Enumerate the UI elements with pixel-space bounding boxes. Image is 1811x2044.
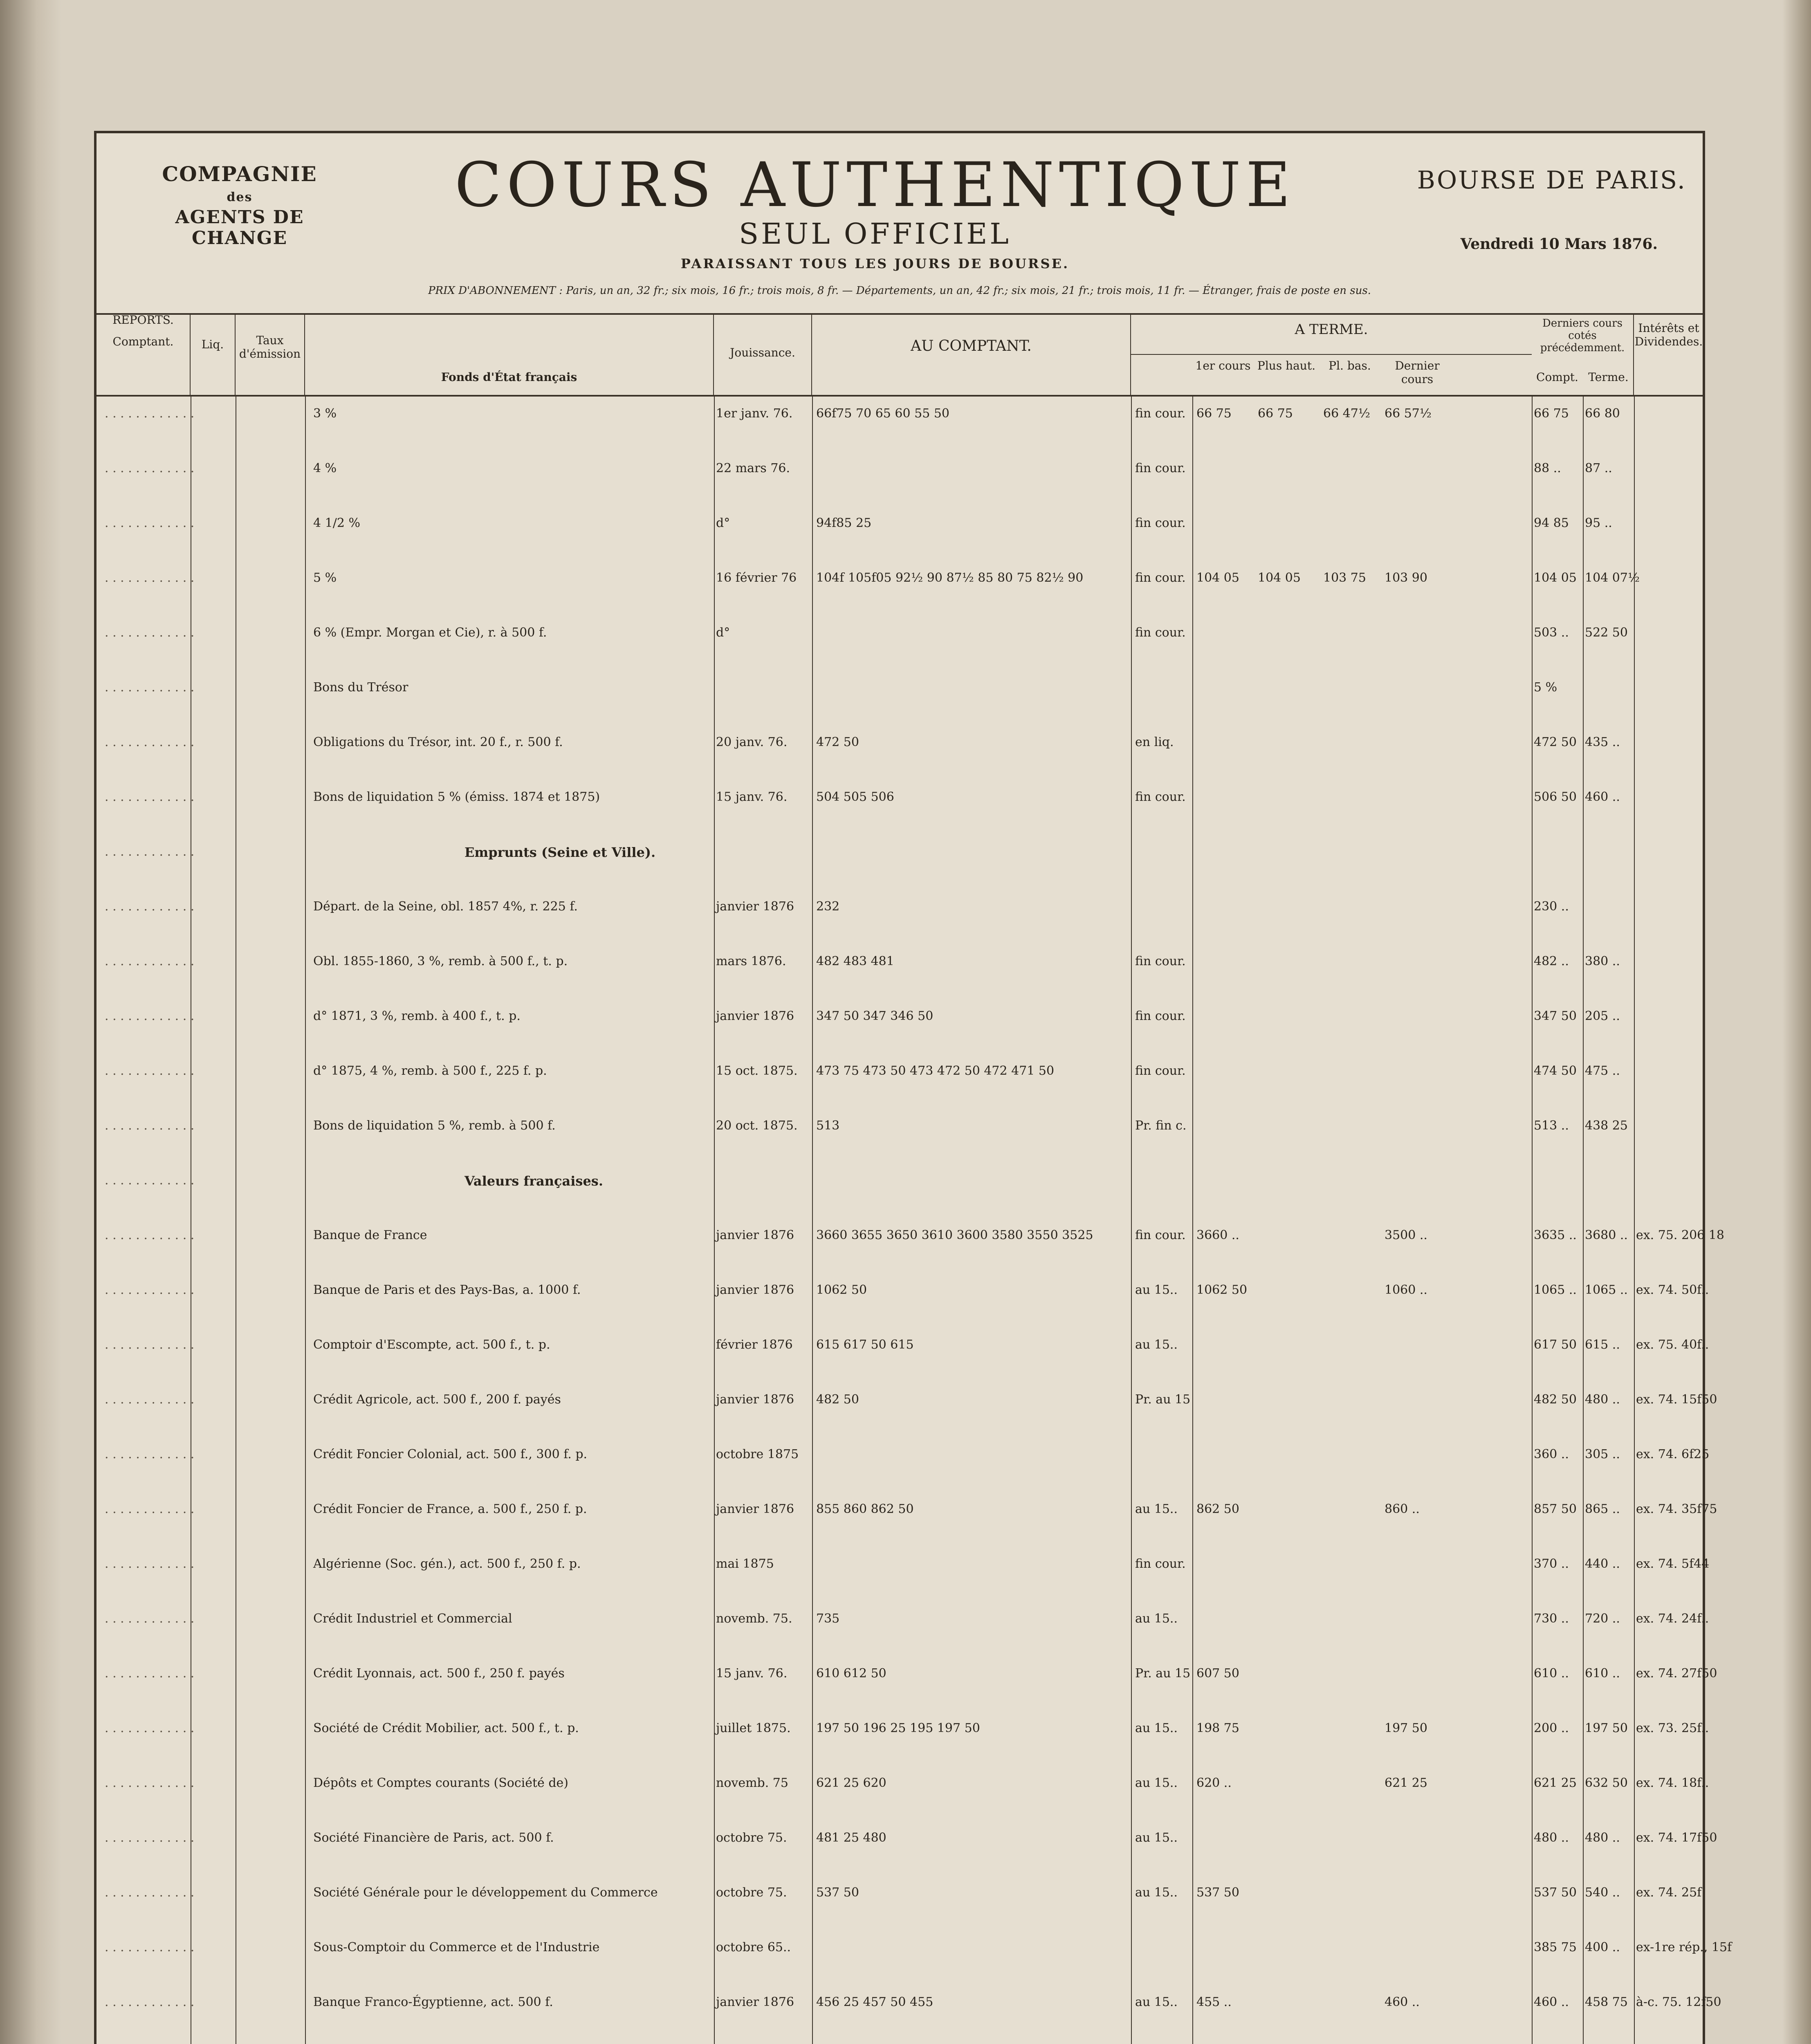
cell-compt: 5 % — [1534, 680, 1557, 695]
cell-terme: au 15.. — [1135, 1776, 1178, 1790]
cell-div: ex. 74. 24f.. — [1636, 1611, 1709, 1626]
report-dots: . . . . . . . . . . . . — [105, 1995, 195, 2009]
cell-term: 3680 .. — [1585, 1228, 1628, 1242]
cell-comptant: 197 50 196 25 195 197 50 — [816, 1721, 980, 1735]
terme-header — [1131, 313, 1532, 395]
report-dots: . . . . . . . . . . . . — [105, 1228, 195, 1242]
report-dots: . . . . . . . . . . . . — [105, 845, 195, 859]
cell-jouis: mai 1875 — [716, 1557, 774, 1571]
table-row — [96, 1992, 1721, 2013]
cell-jouis: janvier 1876 — [716, 1009, 794, 1023]
interets-label: Intérêts et Dividendes. — [1634, 321, 1703, 348]
cell-term: 435 .. — [1585, 735, 1620, 749]
reports-label: REPORTS. — [112, 313, 174, 327]
table-row — [96, 403, 1703, 424]
cell-dernier: 621 25 — [1385, 1776, 1427, 1790]
cell-jouis: 15 janv. 76. — [716, 1666, 788, 1681]
report-dots: . . . . . . . . . . . . — [105, 790, 195, 804]
cell-comptant: 473 75 473 50 473 472 50 472 471 50 — [816, 1064, 1055, 1078]
cell-jouis: 15 janv. 76. — [716, 790, 788, 804]
cell-label: Banque de Paris et des Pays-Bas, a. 1000 f. — [313, 1283, 581, 1297]
cell-term: 460 .. — [1585, 790, 1620, 804]
cell-label: Algérienne (Soc. gén.), act. 500 f., 250 f. p. — [313, 1557, 581, 1571]
jouissance-label: Jouissance. — [730, 346, 795, 359]
report-dots: . . . . . . . . . . . . — [105, 1173, 195, 1188]
cell-jouis: 20 oct. 1875. — [716, 1118, 798, 1133]
cell-jouis: d° — [716, 625, 730, 640]
cell-term: 305 .. — [1585, 1447, 1620, 1461]
cell-div: ex. 74. 18f.. — [1636, 1776, 1709, 1790]
table-row — [96, 1663, 1717, 1684]
table-row — [96, 1060, 1703, 1082]
table-row — [96, 1444, 1710, 1465]
cell-label: Départ. de la Seine, obl. 1857 4%, r. 225 f. — [313, 899, 578, 914]
cell-compt: 617 50 — [1534, 1338, 1577, 1352]
masthead — [96, 133, 1703, 315]
cell-div: ex. 74. 25f — [1636, 1885, 1702, 1900]
table-row — [96, 1937, 1732, 1958]
cell-terme: fin cour. — [1135, 1064, 1186, 1078]
comptant-header — [812, 313, 1131, 395]
cell-terme: en liq. — [1135, 735, 1174, 749]
cell-term: 615 .. — [1585, 1338, 1620, 1352]
report-dots: . . . . . . . . . . . . — [105, 1118, 195, 1133]
report-dots: . . . . . . . . . . . . — [105, 1009, 195, 1023]
cell-term: 480 .. — [1585, 1392, 1620, 1407]
cell-terme: fin cour. — [1135, 1009, 1186, 1023]
cell-dernier: 103 90 — [1385, 571, 1427, 585]
cell-div: ex-1re rép., 15f — [1636, 1940, 1732, 1954]
cell-label: Sous-Comptoir du Commerce et de l'Industrie — [313, 1940, 600, 1954]
cell-label: Société Financière de Paris, act. 500 f. — [313, 1831, 554, 1845]
premier-label: 1er cours — [1195, 359, 1251, 372]
cell-comptant: 537 50 — [816, 1885, 859, 1900]
report-dots: . . . . . . . . . . . . — [105, 1776, 195, 1790]
cell-jouis: janvier 1876 — [716, 1502, 794, 1516]
table-row — [96, 1334, 1709, 1356]
au-comptant-label: AU COMPTANT. — [911, 338, 1032, 354]
cell-terme: au 15.. — [1135, 1995, 1178, 2009]
cell-jouis: novemb. 75 — [716, 1776, 788, 1790]
cell-premier: 1062 50 — [1196, 1283, 1248, 1297]
derniers-cours-label: Derniers cours cotés précédemment. — [1540, 317, 1625, 354]
table-row — [96, 1389, 1717, 1410]
company-line-2: des — [227, 190, 253, 204]
table-row — [96, 951, 1703, 972]
cell-terme: Pr. fin c. — [1135, 1118, 1187, 1133]
cell-label: Crédit Foncier Colonial, act. 500 f., 300 f. p. — [313, 1447, 588, 1461]
cell-compt: 480 .. — [1534, 1831, 1569, 1845]
page-subtitle: SEUL OFFICIEL — [739, 217, 1011, 251]
cell-compt: 66 75 — [1534, 406, 1569, 421]
cell-div: ex. 74. 17f50 — [1636, 1831, 1717, 1845]
cell-label: 4 % — [313, 461, 337, 475]
report-dots: . . . . . . . . . . . . — [105, 899, 195, 914]
cell-jouis: janvier 1876 — [716, 899, 794, 914]
report-dots: . . . . . . . . . . . . — [105, 954, 195, 968]
table-row — [96, 896, 1703, 917]
cell-terme: Pr. au 15 — [1135, 1392, 1191, 1407]
compt-label: Compt. — [1536, 370, 1578, 384]
cell-term: 95 .. — [1585, 516, 1612, 530]
cell-comptant: 610 612 50 — [816, 1666, 886, 1681]
cell-terme: fin cour. — [1135, 625, 1186, 640]
cell-jouis: octobre 75. — [716, 1831, 787, 1845]
cell-bas: 103 75 — [1323, 571, 1366, 585]
cell-term: 205 .. — [1585, 1009, 1620, 1023]
liq-header — [191, 313, 236, 395]
cell-premier: 198 75 — [1196, 1721, 1239, 1735]
cell-compt: 347 50 — [1534, 1009, 1577, 1023]
cell-compt: 537 50 — [1534, 1885, 1577, 1900]
cell-terme: fin cour. — [1135, 406, 1186, 421]
report-dots: . . . . . . . . . . . . — [105, 1502, 195, 1516]
cell-comptant: 735 — [816, 1611, 840, 1626]
cell-haut: 104 05 — [1258, 571, 1301, 585]
cell-comptant: 232 — [816, 899, 840, 914]
cell-jouis: 20 janv. 76. — [716, 735, 788, 749]
cell-term: 475 .. — [1585, 1064, 1620, 1078]
cell-term: 400 .. — [1585, 1940, 1620, 1954]
report-dots: . . . . . . . . . . . . — [105, 406, 195, 421]
cell-terme: au 15.. — [1135, 1502, 1178, 1516]
table-row — [96, 1006, 1703, 1027]
report-dots: . . . . . . . . . . . . — [105, 1338, 195, 1352]
cell-terme: au 15.. — [1135, 1611, 1178, 1626]
cell-compt: 513 .. — [1534, 1118, 1569, 1133]
cell-term: 197 50 — [1585, 1721, 1628, 1735]
table-row — [96, 1718, 1709, 1739]
table-row — [96, 1553, 1710, 1575]
cell-compt: 3635 .. — [1534, 1228, 1577, 1242]
table-row — [96, 1882, 1703, 1903]
report-dots: . . . . . . . . . . . . — [105, 1283, 195, 1297]
report-dots: . . . . . . . . . . . . — [105, 571, 195, 585]
cell-compt: 94 85 — [1534, 516, 1569, 530]
cell-jouis: 16 février 76 — [716, 571, 797, 585]
cell-compt: 503 .. — [1534, 625, 1569, 640]
report-dots: . . . . . . . . . . . . — [105, 1885, 195, 1900]
cell-label: d° 1875, 4 %, remb. à 500 f., 225 f. p. — [313, 1064, 547, 1078]
cell-div: ex. 74. 6f25 — [1636, 1447, 1710, 1461]
jouissance-header — [714, 313, 812, 395]
cell-label: Obl. 1855-1860, 3 %, remb. à 500 f., t. p. — [313, 954, 568, 968]
cell-label: Comptoir d'Escompte, act. 500 f., t. p. — [313, 1338, 550, 1352]
plus-haut-label: Plus haut. — [1257, 359, 1315, 372]
cell-div: ex. 75. 40f.. — [1636, 1338, 1709, 1352]
report-dots: . . . . . . . . . . . . — [105, 680, 195, 695]
table-row — [96, 622, 1703, 643]
cell-terme: au 15.. — [1135, 1721, 1178, 1735]
precedent-header — [1532, 313, 1634, 395]
cell-label: Crédit Lyonnais, act. 500 f., 250 f. payés — [313, 1666, 565, 1681]
cell-compt: 1065 .. — [1534, 1283, 1577, 1297]
cell-label: 5 % — [313, 571, 337, 585]
report-dots: . . . . . . . . . . . . — [105, 1721, 195, 1735]
report-dots: . . . . . . . . . . . . — [105, 516, 195, 530]
table-row — [96, 1827, 1717, 1849]
cell-comptant: 482 483 481 — [816, 954, 894, 968]
cell-label: Crédit Agricole, act. 500 f., 200 f. payés — [313, 1392, 561, 1407]
table-row — [96, 513, 1703, 534]
cell-compt: 621 25 — [1534, 1776, 1577, 1790]
cell-compt: 506 50 — [1534, 790, 1577, 804]
report-dots: . . . . . . . . . . . . — [105, 625, 195, 640]
cell-comptant: 3660 3655 3650 3610 3600 3580 3550 3525 — [816, 1228, 1093, 1242]
cell-compt: 482 .. — [1534, 954, 1569, 968]
cell-label: Société Générale pour le développement du Commerce — [313, 1885, 658, 1900]
table-row — [96, 1773, 1709, 1794]
cell-label: Banque de France — [313, 1228, 427, 1242]
table-row — [96, 458, 1703, 479]
cell-term: 632 50 — [1585, 1776, 1628, 1790]
cell-premier: 537 50 — [1196, 1885, 1239, 1900]
cell-label: Bons de liquidation 5 % (émiss. 1874 et 1875) — [313, 790, 600, 804]
bulletin-sheet — [94, 131, 1732, 2044]
cell-terme: fin cour. — [1135, 461, 1186, 475]
cell-compt: 370 .. — [1534, 1557, 1569, 1571]
cell-jouis: janvier 1876 — [716, 1283, 794, 1297]
cell-jouis: 1er janv. 76. — [716, 406, 793, 421]
taux-label: Taux d'émission — [239, 334, 301, 361]
cell-label: 6 % (Empr. Morgan et Cie), r. à 500 f. — [313, 625, 547, 640]
table-row — [96, 1170, 1703, 1191]
cell-compt: 230 .. — [1534, 899, 1569, 914]
cell-term: 1065 .. — [1585, 1283, 1628, 1297]
cell-term: 104 07½ — [1585, 571, 1640, 585]
table-row — [96, 732, 1703, 753]
cell-terme: fin cour. — [1135, 516, 1186, 530]
cell-label: 4 1/2 % — [313, 516, 360, 530]
cell-jouis: novemb. 75. — [716, 1611, 792, 1626]
liq-label: Liq. — [201, 338, 224, 351]
cell-label: Bons de liquidation 5 %, remb. à 500 f. — [313, 1118, 556, 1133]
cell-compt: 88 .. — [1534, 461, 1561, 475]
cell-div: ex. 73. 25f.. — [1636, 1721, 1709, 1735]
cell-label: Banque Franco-Égyptienne, act. 500 f. — [313, 1995, 553, 2009]
cell-div: à-c. 75. 12f50 — [1636, 1995, 1721, 2009]
cell-comptant: 513 — [816, 1118, 840, 1133]
cell-label: Crédit Industriel et Commercial — [313, 1611, 512, 1626]
section-heading: Valeurs françaises. — [465, 1173, 603, 1189]
table-row — [96, 1608, 1709, 1629]
cell-haut: 66 75 — [1258, 406, 1293, 421]
interets-header — [1634, 313, 1703, 395]
comptant-label: Comptant. — [112, 335, 174, 348]
a-terme-label: A TERME. — [1295, 321, 1368, 338]
cell-comptant: 66f75 70 65 60 55 50 — [816, 406, 950, 421]
report-dots: . . . . . . . . . . . . — [105, 1392, 195, 1407]
cell-jouis: d° — [716, 516, 730, 530]
cell-premier: 607 50 — [1196, 1666, 1239, 1681]
cell-jouis: janvier 1876 — [716, 1228, 794, 1242]
cell-jouis: octobre 75. — [716, 1885, 787, 1900]
table-row — [96, 1280, 1709, 1301]
cell-label: Crédit Foncier de France, a. 500 f., 250 f. p. — [313, 1502, 587, 1516]
cell-comptant: 482 50 — [816, 1392, 859, 1407]
cell-comptant: 456 25 457 50 455 — [816, 1995, 934, 2009]
report-dots: . . . . . . . . . . . . — [105, 1611, 195, 1626]
cell-premier: 104 05 — [1196, 571, 1239, 585]
cell-label: Bons du Trésor — [313, 680, 408, 695]
table-row — [96, 1499, 1717, 1520]
section-heading: Emprunts (Seine et Ville). — [465, 845, 656, 860]
report-dots: . . . . . . . . . . . . — [105, 1064, 195, 1078]
fonds-label: Fonds d'État français — [441, 370, 577, 384]
column-headers — [96, 313, 1703, 397]
cell-premier: 620 .. — [1196, 1776, 1232, 1790]
company-block — [133, 162, 346, 249]
cell-comptant: 855 860 862 50 — [816, 1502, 914, 1516]
cell-term: 440 .. — [1585, 1557, 1620, 1571]
cell-term: 522 50 — [1585, 625, 1628, 640]
cell-comptant: 104f 105f05 92½ 90 87½ 85 80 75 82½ 90 — [816, 571, 1084, 585]
cell-dernier: 3500 .. — [1385, 1228, 1427, 1242]
cell-label: Société de Crédit Mobilier, act. 500 f., t. p. — [313, 1721, 579, 1735]
cell-comptant: 504 505 506 — [816, 790, 894, 804]
table-row — [96, 787, 1703, 808]
fonds-header — [305, 313, 714, 395]
cell-terme: fin cour. — [1135, 954, 1186, 968]
cell-jouis: février 1876 — [716, 1338, 793, 1352]
cell-compt: 460 .. — [1534, 1995, 1569, 2009]
cell-terme: fin cour. — [1135, 790, 1186, 804]
cell-term: 87 .. — [1585, 461, 1612, 475]
table-row — [96, 841, 1703, 863]
cell-div: ex. 74. 50f.. — [1636, 1283, 1709, 1297]
cell-div: ex. 74. 15f50 — [1636, 1392, 1717, 1407]
cell-compt: 472 50 — [1534, 735, 1577, 749]
cell-label: 3 % — [313, 406, 337, 421]
cell-premier: 862 50 — [1196, 1502, 1239, 1516]
cell-term: 540 .. — [1585, 1885, 1620, 1900]
cell-jouis: 22 mars 76. — [716, 461, 790, 475]
quotation-table — [96, 395, 1732, 2044]
cell-jouis: juillet 1875. — [716, 1721, 791, 1735]
page-edge — [1782, 0, 1811, 2044]
cell-jouis: octobre 1875 — [716, 1447, 799, 1461]
cell-compt: 730 .. — [1534, 1611, 1569, 1626]
cell-premier: 455 .. — [1196, 1995, 1232, 2009]
reports-header — [96, 313, 191, 395]
cell-term: 438 25 — [1585, 1118, 1628, 1133]
cell-terme: au 15.. — [1135, 1831, 1178, 1845]
cell-comptant: 481 25 480 — [816, 1831, 886, 1845]
cell-terme: fin cour. — [1135, 1228, 1186, 1242]
report-dots: . . . . . . . . . . . . — [105, 1831, 195, 1845]
cell-terme: au 15.. — [1135, 1283, 1178, 1297]
cell-div: ex. 74. 5f44 — [1636, 1557, 1710, 1571]
cell-term: 720 .. — [1585, 1611, 1620, 1626]
cell-jouis: janvier 1876 — [716, 1392, 794, 1407]
cell-premier: 3660 .. — [1196, 1228, 1239, 1242]
report-dots: . . . . . . . . . . . . — [105, 1666, 195, 1681]
cell-terme: Pr. au 15 — [1135, 1666, 1191, 1681]
table-row — [96, 567, 1703, 589]
cell-compt: 610 .. — [1534, 1666, 1569, 1681]
cell-compt: 474 50 — [1534, 1064, 1577, 1078]
cell-comptant: 94f85 25 — [816, 516, 872, 530]
taux-header — [236, 313, 305, 395]
cell-compt: 360 .. — [1534, 1447, 1569, 1461]
cell-comptant: 615 617 50 615 — [816, 1338, 914, 1352]
cell-term: 66 80 — [1585, 406, 1620, 421]
cell-bas: 66 47½ — [1323, 406, 1370, 421]
subscription-prices: PRIX D'ABONNEMENT : Paris, un an, 32 fr.; six mois, 16 fr.; trois mois, 8 fr. — Départements, un an, 42 fr.; six mois, 21 fr.; trois mois, 11 fr. — Étranger, frais de poste en sus. — [428, 285, 1371, 297]
dernier-label: Dernier cours — [1395, 359, 1440, 386]
report-dots: . . . . . . . . . . . . — [105, 735, 195, 749]
table-row — [96, 677, 1703, 698]
company-line-3: AGENTS DE CHANGE — [175, 207, 304, 249]
cell-div: ex. 74. 35f75 — [1636, 1502, 1717, 1516]
report-dots: . . . . . . . . . . . . — [105, 1940, 195, 1954]
cell-terme: fin cour. — [1135, 571, 1186, 585]
cell-dernier: 66 57½ — [1385, 406, 1432, 421]
cell-term: 610 .. — [1585, 1666, 1620, 1681]
cell-terme: fin cour. — [1135, 1557, 1186, 1571]
table-row — [96, 1225, 1724, 1246]
cell-jouis: octobre 65.. — [716, 1940, 791, 1954]
cell-dernier: 460 .. — [1385, 1995, 1420, 2009]
cell-label: d° 1871, 3 %, remb. à 400 f., t. p. — [313, 1009, 521, 1023]
cell-div: ex. 74. 27f50 — [1636, 1666, 1717, 1681]
cell-term: 458 75 — [1585, 1995, 1628, 2009]
cell-comptant: 1062 50 — [816, 1283, 867, 1297]
cell-label: Dépôts et Comptes courants (Société de) — [313, 1776, 569, 1790]
cell-compt: 104 05 — [1534, 571, 1577, 585]
cell-comptant: 621 25 620 — [816, 1776, 886, 1790]
cell-compt: 857 50 — [1534, 1502, 1577, 1516]
cell-comptant: 347 50 347 346 50 — [816, 1009, 934, 1023]
table-row — [96, 1115, 1703, 1136]
cell-label: Obligations du Trésor, int. 20 f., r. 500 f. — [313, 735, 563, 749]
cell-premier: 66 75 — [1196, 406, 1232, 421]
cell-jouis: janvier 1876 — [716, 1995, 794, 2009]
cell-dernier: 1060 .. — [1385, 1283, 1427, 1297]
cell-dernier: 860 .. — [1385, 1502, 1420, 1516]
report-dots: . . . . . . . . . . . . — [105, 1557, 195, 1571]
cell-compt: 385 75 — [1534, 1940, 1577, 1954]
report-dots: . . . . . . . . . . . . — [105, 461, 195, 475]
bourse-name: BOURSE DE PARIS. — [1417, 166, 1686, 195]
book-binding — [0, 0, 61, 2044]
terme-label: Terme. — [1588, 370, 1629, 384]
cell-compt: 482 50 — [1534, 1392, 1577, 1407]
cell-div: ex. 75. 206 18 — [1636, 1228, 1724, 1242]
plus-bas-label: Pl. bas. — [1329, 359, 1371, 372]
page-title: COURS AUTHENTIQUE — [454, 150, 1296, 221]
cell-terme: au 15.. — [1135, 1885, 1178, 1900]
cell-term: 480 .. — [1585, 1831, 1620, 1845]
publication-note: PARAISSANT TOUS LES JOURS DE BOURSE. — [680, 256, 1070, 271]
report-dots: . . . . . . . . . . . . — [105, 1447, 195, 1461]
cell-jouis: mars 1876. — [716, 954, 786, 968]
cell-terme: au 15.. — [1135, 1338, 1178, 1352]
cell-term: 865 .. — [1585, 1502, 1620, 1516]
cell-compt: 200 .. — [1534, 1721, 1569, 1735]
terme-subheaders — [1131, 354, 1532, 386]
cell-comptant: 472 50 — [816, 735, 859, 749]
company-line-1: COMPAGNIE — [162, 162, 317, 186]
cell-term: 380 .. — [1585, 954, 1620, 968]
issue-date: Vendredi 10 Mars 1876. — [1460, 235, 1658, 253]
cell-dernier: 197 50 — [1385, 1721, 1427, 1735]
cell-jouis: 15 oct. 1875. — [716, 1064, 798, 1078]
